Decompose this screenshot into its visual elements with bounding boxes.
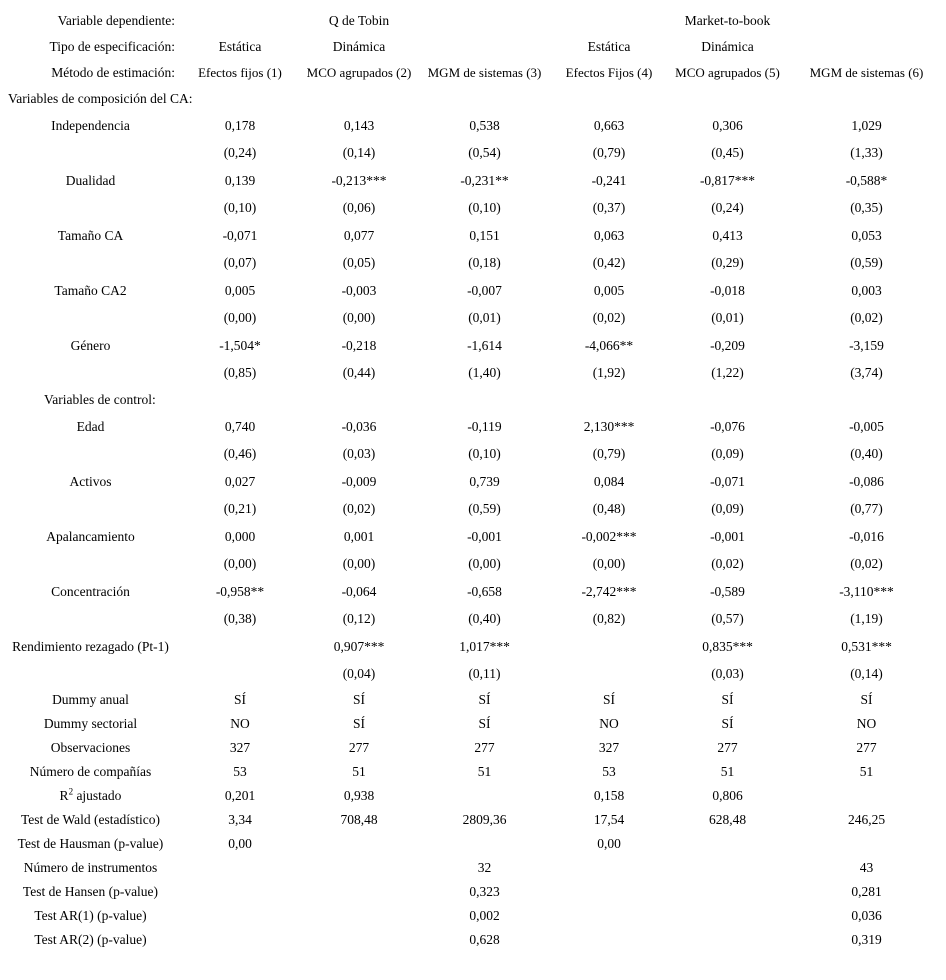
row-label-concentracion-se: [0, 606, 181, 634]
cell-edad-c5: -0,076: [710, 418, 745, 434]
cell-test-ar2-c4: [550, 928, 668, 952]
row-label-genero-se: [0, 360, 181, 388]
table-row-dummy-anual: [0, 688, 946, 712]
cell-tamano-ca2-c5: -0,018: [710, 282, 745, 298]
cell-tamano-ca2-se-c2: (0,00): [342, 310, 376, 326]
row-label-test-ar2: Test AR(2) (p-value): [34, 932, 147, 947]
cell-test-ar1-c6: 0,036: [851, 908, 882, 923]
cell-tamano-ca-c3: 0,151: [469, 227, 500, 243]
cell-test-ar2-c6: 0,319: [851, 932, 882, 947]
cell-apalancamiento-c5: -0,001: [710, 528, 745, 544]
cell-tamano-ca2-se-c4: (0,02): [592, 310, 626, 326]
cell-concentracion-c1: -0,958**: [215, 583, 265, 599]
cell-test-wald-c4: 17,54: [593, 812, 625, 827]
cell-dualidad-c6: -0,588*: [845, 172, 888, 188]
cell-concentracion-se-c2: (0,12): [342, 611, 376, 627]
row-label-dualidad-se: [0, 195, 181, 223]
row-label-r2-ajustado: [0, 784, 181, 808]
cell-apalancamiento-c4: -0,002***: [581, 528, 637, 544]
cell-apalancamiento-se-c3: (0,00): [468, 556, 501, 572]
cell-activos-c6: -0,086: [849, 473, 884, 489]
table-row-dualidad-coef: [0, 167, 946, 195]
cell-dummy-sectorial-c3: SÍ: [478, 716, 491, 731]
cell-apalancamiento-se-c5: (0,02): [711, 556, 744, 572]
cell-dummy-anual-c3: SÍ: [478, 692, 491, 707]
cell-tamano-ca-se-c1: (0,07): [223, 255, 257, 271]
cell-rendimiento-rezagado-c3: 1,017***: [459, 638, 510, 654]
table-row-independencia-coef: [0, 112, 946, 140]
cell-activos-c1: 0,027: [224, 473, 256, 489]
cell-test-wald-c1: 3,34: [228, 812, 252, 827]
row-label-activos: Activos: [69, 473, 112, 489]
row-label-test-hansen: Test de Hansen (p-value): [22, 884, 159, 899]
table-row-numero-instrumentos: [0, 856, 946, 880]
table-row-concentracion-se: [0, 606, 946, 634]
cell-tamano-ca2-se-c5: (0,01): [711, 310, 744, 326]
row-label-test-wald: Test de Wald (estadístico): [20, 812, 161, 827]
cell-edad-se-c6: (0,40): [850, 446, 883, 462]
cell-rendimiento-rezagado-c2: 0,907***: [333, 638, 385, 654]
header-specification-3: Estática: [587, 39, 631, 54]
cell-concentracion-c6: -3,110***: [839, 583, 894, 599]
cell-apalancamiento-c1: 0,000: [224, 528, 256, 544]
cell-independencia-se-c6: (1,33): [850, 145, 883, 161]
header-blank-2: [419, 8, 550, 34]
cell-tamano-ca-se-c4: (0,42): [592, 255, 626, 271]
cell-observaciones-c6: 277: [856, 740, 877, 755]
cell-numero-instrumentos-c6: 43: [859, 860, 874, 875]
cell-r2-ajustado-c2: 0,938: [343, 788, 375, 803]
cell-numero-companias-c3: 51: [477, 764, 492, 779]
header-method-column-4: Efectos Fijos (4): [565, 65, 653, 80]
table-row-activos-coef: [0, 468, 946, 496]
cell-dummy-sectorial-c1: NO: [230, 716, 250, 731]
section-row-control: [0, 387, 946, 413]
cell-concentracion-c4: -2,742***: [581, 583, 637, 599]
cell-rendimiento-rezagado-c5: 0,835***: [702, 638, 753, 654]
cell-independencia-c1: 0,178: [224, 117, 256, 133]
cell-test-ar1-c3: 0,002: [469, 908, 500, 923]
cell-r2-ajustado-c1: 0,201: [224, 788, 256, 803]
cell-test-ar1-c4: [550, 904, 668, 928]
row-label-rendimiento-rezagado: Rendimiento rezagado (Pt-1): [12, 638, 169, 654]
cell-dualidad-c4: -0,241: [591, 172, 627, 188]
table-row-genero-se: [0, 360, 946, 388]
cell-tamano-ca2-c6: 0,003: [851, 282, 882, 298]
cell-test-wald-c3: 2809,36: [462, 812, 507, 827]
cell-dualidad-c5: -0,817***: [699, 172, 756, 188]
cell-rendimiento-rezagado-c4: [550, 633, 668, 661]
cell-rendimiento-rezagado-se-c3: (0,11): [468, 666, 501, 682]
cell-test-hausman-c1: 0,00: [228, 836, 252, 851]
cell-test-hansen-c4: [550, 880, 668, 904]
cell-dummy-sectorial-c5: SÍ: [721, 716, 734, 731]
cell-independencia-c5: 0,306: [712, 117, 743, 133]
cell-tamano-ca-se-c3: (0,18): [468, 255, 501, 271]
table-row-test-ar2: [0, 928, 946, 952]
cell-tamano-ca2-se-c6: (0,02): [850, 310, 883, 326]
table-row-observaciones: [0, 736, 946, 760]
table-row-rendimiento-rezagado-se: [0, 661, 946, 689]
header-specification-2: Dinámica: [332, 39, 386, 54]
cell-apalancamiento-se-c2: (0,00): [342, 556, 376, 572]
cell-tamano-ca2-c1: 0,005: [224, 282, 256, 298]
cell-dualidad-se-c4: (0,37): [592, 200, 626, 216]
regression-results-table: [0, 8, 946, 952]
cell-genero-se-c4: (1,92): [592, 365, 626, 381]
cell-r2-ajustado-c6: [787, 784, 946, 808]
table-row-tamano-ca2-se: [0, 305, 946, 333]
header-method-column-5: MCO agrupados (5): [675, 65, 780, 80]
cell-apalancamiento-c3: -0,001: [467, 528, 502, 544]
header-label-estimation-method: Método de estimación:: [51, 65, 175, 80]
row-label-apalancamiento: Apalancamiento: [46, 528, 135, 544]
cell-independencia-se-c2: (0,14): [342, 145, 376, 161]
cell-genero-c1: -1,504*: [219, 337, 261, 353]
table-row-genero-coef: [0, 332, 946, 360]
cell-tamano-ca-se-c6: (0,59): [850, 255, 883, 271]
row-label-rendimiento-rezagado-se: [0, 661, 181, 689]
header-blank-4: [787, 8, 946, 34]
cell-tamano-ca-se-c2: (0,05): [342, 255, 376, 271]
cell-tamano-ca-se-c5: (0,29): [711, 255, 744, 271]
table-row-tamano-ca2-coef: [0, 277, 946, 305]
cell-genero-c5: -0,209: [710, 337, 745, 353]
cell-test-hausman-c4: 0,00: [597, 836, 621, 851]
cell-dualidad-c2: -0,213***: [331, 172, 387, 188]
table-row-test-ar1: [0, 904, 946, 928]
row-label-test-ar1: Test AR(1) (p-value): [34, 908, 147, 923]
cell-observaciones-c5: 277: [717, 740, 738, 755]
cell-rendimiento-rezagado-c6: 0,531***: [841, 638, 892, 654]
cell-numero-companias-c4: 53: [602, 764, 616, 779]
cell-test-hansen-c5: [668, 880, 787, 904]
row-label-dualidad: Dualidad: [65, 172, 116, 188]
section-title-composition: Variables de composición del CA:: [8, 91, 193, 106]
cell-genero-c6: -3,159: [849, 337, 884, 353]
table-row-numero-companias: [0, 760, 946, 784]
cell-test-hausman-c5: [668, 832, 787, 856]
table-row-test-hausman: [0, 832, 946, 856]
cell-tamano-ca-c5: 0,413: [712, 227, 743, 243]
cell-observaciones-c2: 277: [348, 740, 370, 755]
cell-numero-instrumentos-c4: [550, 856, 668, 880]
cell-concentracion-c5: -0,589: [710, 583, 745, 599]
cell-rendimiento-rezagado-se-c6: (0,14): [850, 666, 883, 682]
cell-edad-se-c1: (0,46): [223, 446, 257, 462]
cell-concentracion-se-c6: (1,19): [850, 611, 883, 627]
cell-test-hausman-c3: [419, 832, 550, 856]
cell-observaciones-c1: 327: [229, 740, 251, 755]
row-label-independencia-se: [0, 140, 181, 168]
row-label-genero: Género: [70, 337, 111, 353]
cell-dummy-anual-c1: SÍ: [233, 692, 246, 707]
cell-tamano-ca-c4: 0,063: [593, 227, 625, 243]
header-row-dependent-variable: [0, 8, 946, 34]
row-label-numero-companias: Número de compañías: [29, 764, 152, 779]
r2-label-suffix: ajustado: [73, 788, 122, 803]
section-row-composition: [0, 86, 946, 112]
header-method-column-2: MCO agrupados (2): [306, 65, 412, 80]
header-specification-1: Estática: [218, 39, 262, 54]
cell-dualidad-c3: -0,231**: [460, 172, 509, 188]
cell-r2-ajustado-c4: 0,158: [593, 788, 625, 803]
table-row-dualidad-se: [0, 195, 946, 223]
header-blank-1: [181, 8, 299, 34]
cell-dummy-sectorial-c6: NO: [856, 716, 877, 731]
cell-genero-se-c1: (0,85): [223, 365, 257, 381]
cell-test-ar2-c3: 0,628: [469, 932, 500, 947]
row-label-edad: Edad: [76, 418, 105, 434]
cell-test-ar1-c2: [299, 904, 419, 928]
header-blank-3: [550, 8, 668, 34]
cell-genero-c3: -1,614: [467, 337, 502, 353]
table-row-rendimiento-rezagado-coef: [0, 633, 946, 661]
cell-rendimiento-rezagado-se-c1: [181, 661, 299, 689]
cell-test-ar2-c2: [299, 928, 419, 952]
cell-concentracion-se-c3: (0,40): [468, 611, 501, 627]
cell-tamano-ca2-se-c3: (0,01): [468, 310, 501, 326]
cell-dualidad-se-c2: (0,06): [342, 200, 376, 216]
cell-concentracion-c2: -0,064: [341, 583, 377, 599]
row-label-tamano-ca2: Tamaño CA2: [54, 282, 127, 298]
header-method-column-1: Efectos fijos (1): [198, 65, 282, 80]
cell-test-hansen-c1: [181, 880, 299, 904]
cell-concentracion-c3: -0,658: [467, 583, 502, 599]
cell-edad-se-c3: (0,10): [468, 446, 501, 462]
r2-label-superscript: 2: [68, 786, 74, 797]
cell-dummy-anual-c6: SÍ: [860, 692, 873, 707]
header-blank-5: [419, 34, 550, 60]
table-row-edad-se: [0, 441, 946, 469]
cell-test-ar2-c5: [668, 928, 787, 952]
header-specification-4: Dinámica: [701, 39, 754, 54]
r2-label-prefix: R: [59, 788, 69, 803]
table-row-r2-ajustado: [0, 784, 946, 808]
cell-dummy-anual-c5: SÍ: [721, 692, 734, 707]
cell-dualidad-se-c3: (0,10): [468, 200, 501, 216]
cell-tamano-ca-c1: -0,071: [222, 227, 258, 243]
cell-test-hansen-c3: 0,323: [469, 884, 500, 899]
header-dependent-variable-q-de-tobin: Q de Tobin: [328, 13, 390, 28]
cell-numero-instrumentos-c5: [668, 856, 787, 880]
cell-numero-instrumentos-c2: [299, 856, 419, 880]
cell-numero-companias-c5: 51: [720, 764, 735, 779]
cell-tamano-ca2-c2: -0,003: [341, 282, 377, 298]
table-row-tamano-ca-se: [0, 250, 946, 278]
header-label-dependent-variable: Variable dependiente:: [57, 13, 175, 28]
cell-test-wald-c2: 708,48: [340, 812, 378, 827]
cell-dummy-anual-c4: SÍ: [602, 692, 615, 707]
row-label-observaciones: Observaciones: [50, 740, 131, 755]
cell-edad-c2: -0,036: [341, 418, 377, 434]
cell-tamano-ca2-c3: -0,007: [467, 282, 502, 298]
cell-concentracion-se-c4: (0,82): [592, 611, 626, 627]
cell-independencia-c4: 0,663: [593, 117, 625, 133]
row-label-activos-se: [0, 496, 181, 524]
section-title-control: Variables de control:: [44, 392, 156, 407]
header-row-specification-type: [0, 34, 946, 60]
cell-genero-se-c5: (1,22): [711, 365, 744, 381]
cell-genero-c4: -4,066**: [584, 337, 634, 353]
cell-tamano-ca-c6: 0,053: [851, 227, 882, 243]
cell-independencia-se-c4: (0,79): [592, 145, 626, 161]
cell-test-hansen-c2: [299, 880, 419, 904]
cell-apalancamiento-se-c6: (0,02): [850, 556, 883, 572]
cell-independencia-se-c3: (0,54): [468, 145, 501, 161]
cell-genero-se-c3: (1,40): [468, 365, 501, 381]
cell-concentracion-se-c5: (0,57): [711, 611, 744, 627]
row-label-dummy-sectorial: Dummy sectorial: [43, 716, 138, 731]
row-label-apalancamiento-se: [0, 551, 181, 579]
cell-independencia-c3: 0,538: [469, 117, 500, 133]
cell-activos-se-c2: (0,02): [342, 501, 376, 517]
cell-independencia-c6: 1,029: [851, 117, 882, 133]
cell-edad-c4: 2,130***: [583, 418, 635, 434]
table-row-edad-coef: [0, 413, 946, 441]
cell-dualidad-se-c1: (0,10): [223, 200, 257, 216]
header-method-column-6: MGM de sistemas (6): [809, 65, 924, 80]
cell-activos-c2: -0,009: [341, 473, 377, 489]
cell-rendimiento-rezagado-se-c5: (0,03): [711, 666, 744, 682]
cell-edad-c3: -0,119: [467, 418, 502, 434]
row-label-tamano-ca: Tamaño CA: [57, 227, 124, 243]
cell-edad-se-c4: (0,79): [592, 446, 626, 462]
row-label-concentracion: Concentración: [51, 583, 130, 599]
row-label-numero-instrumentos: Número de instrumentos: [23, 860, 158, 875]
cell-activos-se-c3: (0,59): [468, 501, 501, 517]
cell-activos-c3: 0,739: [469, 473, 500, 489]
cell-independencia-se-c1: (0,24): [223, 145, 257, 161]
header-dependent-variable-market-to-book: Market-to-book: [684, 13, 771, 28]
cell-edad-se-c5: (0,09): [711, 446, 744, 462]
cell-observaciones-c4: 327: [598, 740, 620, 755]
table-row-test-hansen: [0, 880, 946, 904]
cell-test-ar2-c1: [181, 928, 299, 952]
cell-apalancamiento-se-c4: (0,00): [592, 556, 626, 572]
table-row-independencia-se: [0, 140, 946, 168]
row-label-tamano-ca2-se: [0, 305, 181, 333]
cell-apalancamiento-se-c1: (0,00): [223, 556, 257, 572]
cell-activos-se-c6: (0,77): [850, 501, 883, 517]
cell-edad-c6: -0,005: [849, 418, 884, 434]
cell-dummy-anual-c2: SÍ: [352, 692, 365, 707]
cell-dummy-sectorial-c2: SÍ: [352, 716, 365, 731]
row-label-independencia: Independencia: [51, 117, 130, 133]
cell-concentracion-se-c1: (0,38): [223, 611, 257, 627]
cell-rendimiento-rezagado-se-c2: (0,04): [342, 666, 376, 682]
table-row-apalancamiento-se: [0, 551, 946, 579]
cell-numero-companias-c2: 51: [352, 764, 366, 779]
cell-numero-companias-c1: 53: [233, 764, 247, 779]
header-blank-6: [787, 34, 946, 60]
cell-rendimiento-rezagado-c1: [181, 633, 299, 661]
cell-genero-se-c2: (0,44): [342, 365, 376, 381]
cell-dualidad-c1: 0,139: [224, 172, 256, 188]
table-row-dummy-sectorial: [0, 712, 946, 736]
cell-tamano-ca-c2: 0,077: [343, 227, 375, 243]
cell-test-hansen-c6: 0,281: [851, 884, 882, 899]
header-label-specification-type: Tipo de especificación:: [49, 39, 175, 54]
cell-genero-se-c6: (3,74): [850, 365, 883, 381]
cell-dualidad-se-c6: (0,35): [850, 200, 883, 216]
cell-numero-instrumentos-c3: 32: [477, 860, 492, 875]
table-row-apalancamiento-coef: [0, 523, 946, 551]
table-row-tamano-ca-coef: [0, 222, 946, 250]
cell-test-ar1-c5: [668, 904, 787, 928]
cell-genero-c2: -0,218: [341, 337, 377, 353]
cell-activos-se-c5: (0,09): [711, 501, 744, 517]
table-row-activos-se: [0, 496, 946, 524]
cell-test-hausman-c2: [299, 832, 419, 856]
row-label-dummy-anual: Dummy anual: [52, 692, 129, 707]
cell-test-hausman-c6: [787, 832, 946, 856]
table-row-concentracion-coef: [0, 578, 946, 606]
cell-dualidad-se-c5: (0,24): [711, 200, 744, 216]
cell-edad-se-c2: (0,03): [342, 446, 376, 462]
cell-numero-instrumentos-c1: [181, 856, 299, 880]
row-label-tamano-ca-se: [0, 250, 181, 278]
row-label-edad-se: [0, 441, 181, 469]
cell-tamano-ca2-se-c1: (0,00): [223, 310, 257, 326]
cell-r2-ajustado-c3: [419, 784, 550, 808]
cell-r2-ajustado-c5: 0,806: [712, 788, 743, 803]
cell-apalancamiento-c6: -0,016: [849, 528, 884, 544]
cell-independencia-se-c5: (0,45): [711, 145, 744, 161]
cell-tamano-ca2-c4: 0,005: [593, 282, 625, 298]
cell-activos-se-c1: (0,21): [223, 501, 257, 517]
cell-edad-c1: 0,740: [224, 418, 256, 434]
cell-numero-companias-c6: 51: [859, 764, 874, 779]
table-row-test-wald: [0, 808, 946, 832]
cell-test-wald-c6: 246,25: [847, 812, 886, 827]
cell-dummy-sectorial-c4: NO: [599, 716, 619, 731]
cell-test-wald-c5: 628,48: [708, 812, 747, 827]
cell-rendimiento-rezagado-se-c4: [550, 661, 668, 689]
header-method-column-3: MGM de sistemas (3): [427, 65, 542, 80]
cell-activos-c5: -0,071: [710, 473, 745, 489]
cell-apalancamiento-c2: 0,001: [343, 528, 375, 544]
cell-activos-c4: 0,084: [593, 473, 625, 489]
row-label-test-hausman: Test de Hausman (p-value): [17, 836, 164, 851]
cell-test-ar1-c1: [181, 904, 299, 928]
cell-activos-se-c4: (0,48): [592, 501, 626, 517]
cell-observaciones-c3: 277: [474, 740, 495, 755]
header-row-estimation-method: [0, 60, 946, 86]
cell-independencia-c2: 0,143: [343, 117, 375, 133]
